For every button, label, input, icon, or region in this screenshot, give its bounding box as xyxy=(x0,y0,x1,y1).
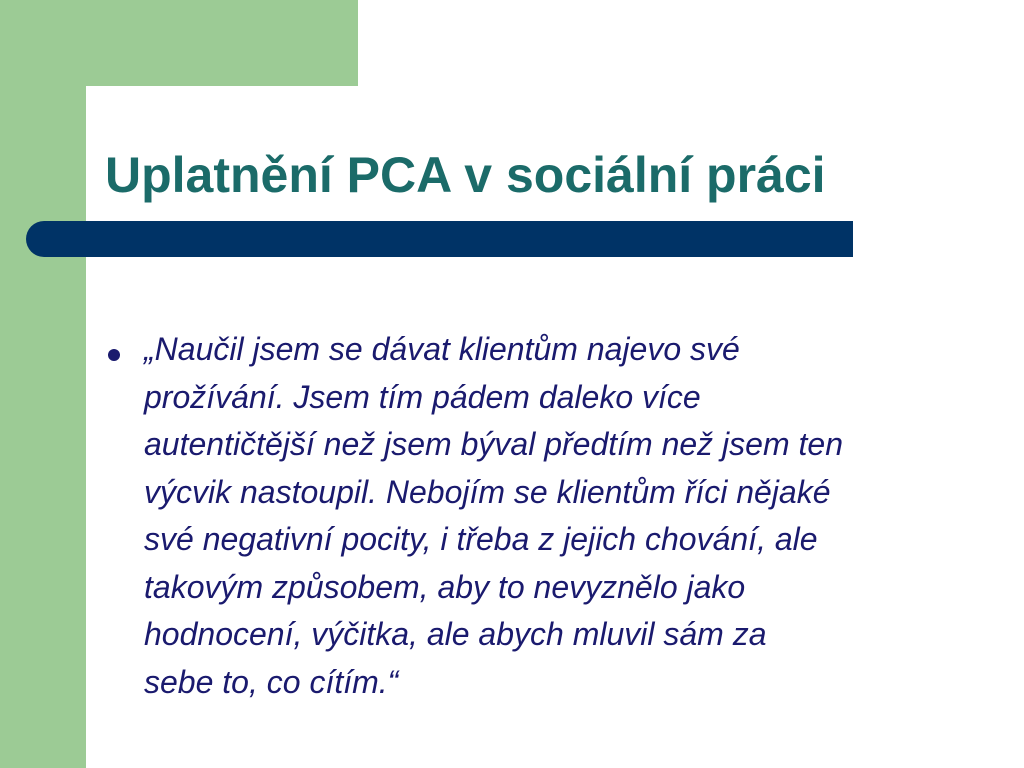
slide-title: Uplatnění PCA v sociální práci xyxy=(105,147,826,203)
bullet-text: „Naučil jsem se dávat klientům najevo své prožívání. Jsem tím pádem daleko více autentičtější než jsem býval předtím než jsem ten výcvik nastoupil. Nebojím se klientům říci nějaké své negativní pocity, i třeba z jejich chování, ale takovým způsobem, aby to nevyznělo jako hodnocení, výčitka, ale abych mluvil sám za sebe to, co cítím.“ xyxy=(144,331,843,700)
title-underline-bar xyxy=(26,221,853,257)
decor-green-left xyxy=(0,0,86,768)
bullet-dot-icon xyxy=(108,349,120,361)
